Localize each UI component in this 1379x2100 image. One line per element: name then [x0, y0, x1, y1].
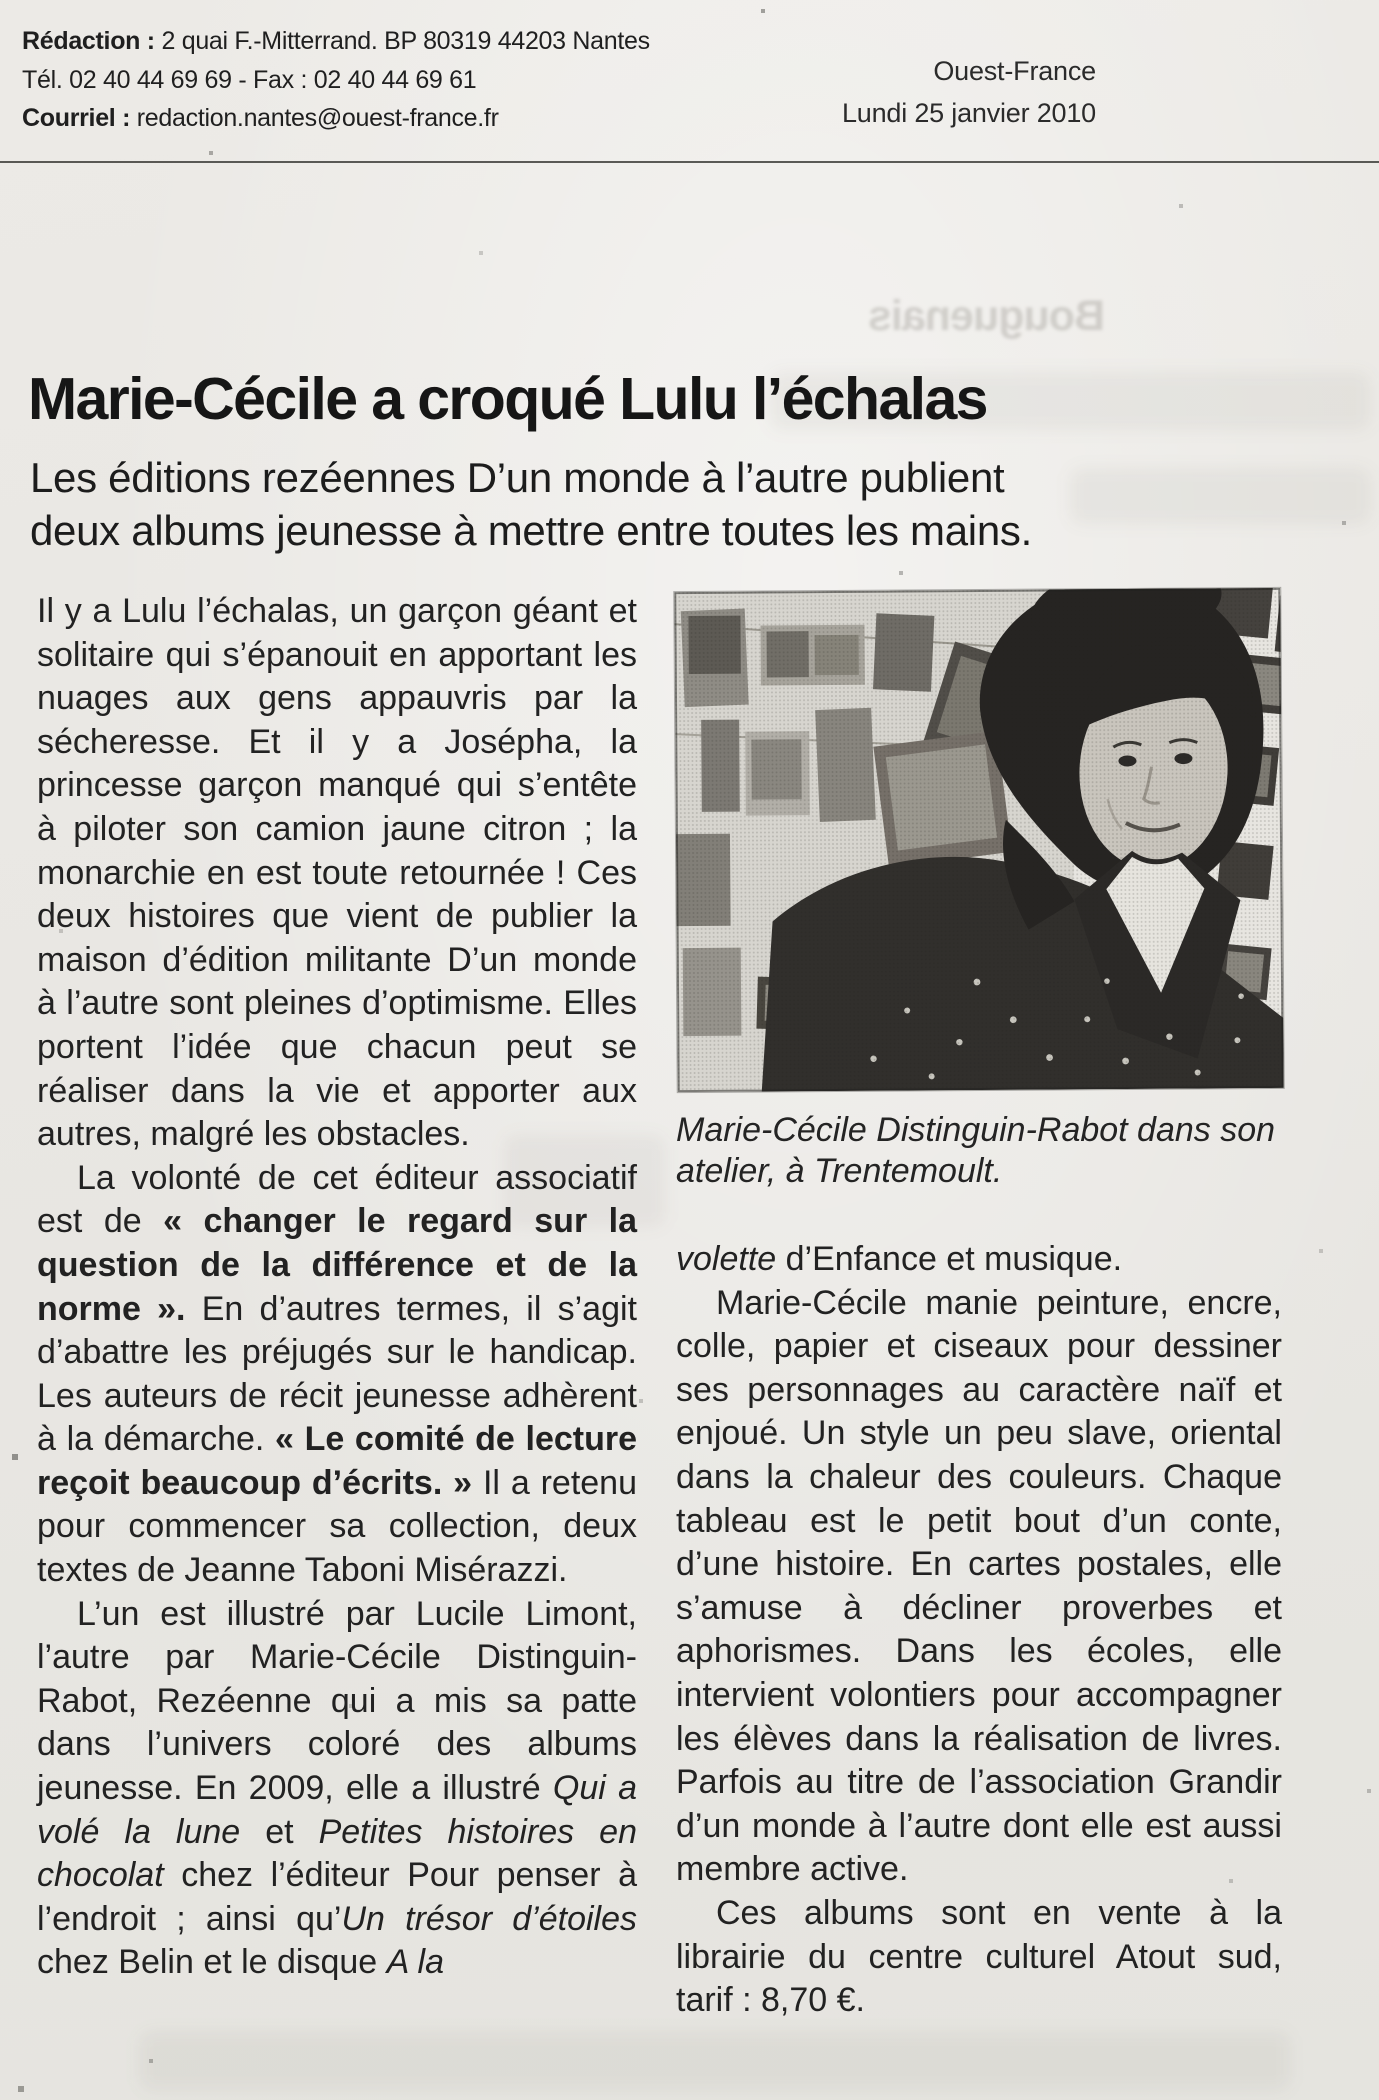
article-paragraph: L’un est illustré par Lucile Limont, l’autre par Marie-Cécile Distinguin-Rabot, Rezéenne qui a mis sa patte dans l’univers coloré des albums jeunesse. En 2009, elle a illustré Qui a volé la lune et Petites histoires en chocolat chez l’éditeur Pour penser à l’endroit ; ainsi qu’Un trésor d’étoiles chez Belin et le disque A la — [37, 1594, 637, 1982]
atelier-photo-illustration — [674, 588, 1283, 1092]
masthead-phone-line: Tél. 02 40 44 69 69 - Fax : 02 40 44 69 61 — [22, 65, 477, 94]
photo-marie-cecile-atelier — [674, 588, 1283, 1092]
bleed-through-ghost — [140, 2032, 1290, 2090]
masthead-email-line: Courriel : redaction.nantes@ouest-france.fr — [22, 104, 499, 132]
article-paragraph: Ces albums sont en vente à la librairie du centre culturel Atout sud, tarif : 8,70 €. — [676, 1893, 1282, 2020]
article-column-right-text — [676, 1238, 1282, 2023]
article-standfirst — [30, 451, 1032, 557]
standfirst-line: deux albums jeunesse à mettre entre toutes les mains. — [30, 507, 1032, 554]
article-column-right — [676, 590, 1282, 2023]
article-paragraph: volette d’Enfance et musique. — [676, 1240, 1123, 1278]
bleed-through-ghost — [1070, 468, 1370, 524]
bleed-through-ghost-word: Bouguenais — [868, 292, 1105, 340]
article-paragraph: Il y a Lulu l’échalas, un garçon géant et solitaire qui s’épanouit en apportant les nuages aux gens appauvris par la sécheresse. Et il y a Josépha, la princesse garçon manqué qui s’entête à piloter son camion jaune citron ; la monarchie en est toute retournée ! Ces deux histoires que vient de publier la maison d’édition militante D’un monde à l’autre sont pleines d’optimisme. Elles portent l’idée que chacun peut se réaliser dans la vie et apporter aux autres, malgré les obstacles. — [37, 592, 637, 1154]
article-paragraph: Marie-Cécile manie peinture, encre, colle, papier et ciseaux pour dessiner ses personnages au caractère naïf et enjoué. Un style un peu slave, oriental dans la chaleur des couleurs. Chaque tableau est le petit bout d’un conte, d’une histoire. En cartes postales, elle s’amuse à décliner proverbes et aphorismes. Dans les écoles, elle intervient volontiers pour accompagner les élèves dans la réalisation de livres. Parfois au titre de l’association Grandir d’un monde à l’autre dont elle est aussi membre active. — [676, 1283, 1282, 1889]
photo-caption: Marie-Cécile Distinguin-Rabot dans son atelier, à Trentemoult. — [676, 1111, 1276, 1190]
standfirst-line: Les éditions rezéennes D’un monde à l’autre publient — [30, 454, 1005, 501]
masthead-address-line: Rédaction : 2 quai F.-Mitterrand. BP 80319 44203 Nantes — [22, 27, 650, 55]
article-column-left — [37, 590, 637, 1985]
newspaper-title: Ouest-France — [933, 56, 1096, 86]
article-paragraph: La volonté de cet éditeur associatif est de « changer le regard sur la question de la différence et de la norme ». En d’autres termes, il s’agit d’abattre les préjugés sur le handicap. Les auteurs de récit jeunesse adhèrent à la démarche. « Le comité de lecture reçoit beaucoup d’écrits. » Il a retenu pour commencer sa collection, deux textes de Jeanne Taboni Misérazzi. — [37, 1158, 638, 1590]
masthead-edition-block — [842, 50, 1096, 134]
edition-date: Lundi 25 janvier 2010 — [841, 98, 1096, 128]
masthead-contact-block — [22, 22, 650, 138]
article-headline: Marie-Cécile a croqué Lulu l’échalas — [28, 366, 987, 432]
masthead-divider-rule — [0, 161, 1379, 163]
scan-dust-specks — [0, 0, 2, 2]
